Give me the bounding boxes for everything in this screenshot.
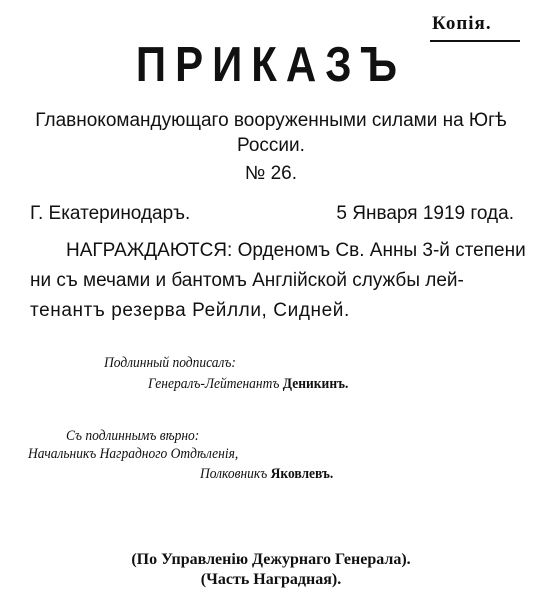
- footer-section: (Часть Наградная).: [200, 571, 342, 588]
- order-title: ПРИКАЗЪ: [135, 36, 407, 92]
- issue-date: 5 Января 1919 года.: [336, 203, 514, 224]
- certification-line: [200, 466, 333, 483]
- order-number: № 26.: [244, 163, 298, 184]
- certification-label: Съ подлиннымъ вѣрно:: [66, 428, 200, 444]
- body-line-1: НАГРАЖДАЮТСЯ: Орденомъ Св. Анны 3-й степени: [66, 240, 526, 261]
- body-line-3: тенантъ резерва Рейлли, Сидней.: [30, 300, 350, 321]
- certification-surname: Яковлевъ.: [270, 466, 334, 482]
- signature-rank: Генералъ-Лейтенантъ: [148, 376, 280, 392]
- certification-office: Начальникъ Наградного Отдѣленія,: [28, 446, 239, 462]
- certification-rank: Полковникъ: [200, 466, 268, 482]
- signature-surname: Деникинъ.: [282, 376, 349, 392]
- place-of-issue: Г. Екатеринодаръ.: [30, 203, 191, 224]
- body-line-2: ни съ мечами и бантомъ Англійской службы лей-: [30, 270, 464, 291]
- issuer-subtitle: Главнокомандующаго вооруженными силами на Югѣ России.: [35, 110, 507, 156]
- signature-line: [148, 376, 348, 393]
- copy-stamp: Копія.: [432, 13, 492, 34]
- footer-department: (По Управленію Дежурнаго Генерала).: [131, 551, 411, 568]
- signature-label: Подлинный подписалъ:: [104, 355, 236, 371]
